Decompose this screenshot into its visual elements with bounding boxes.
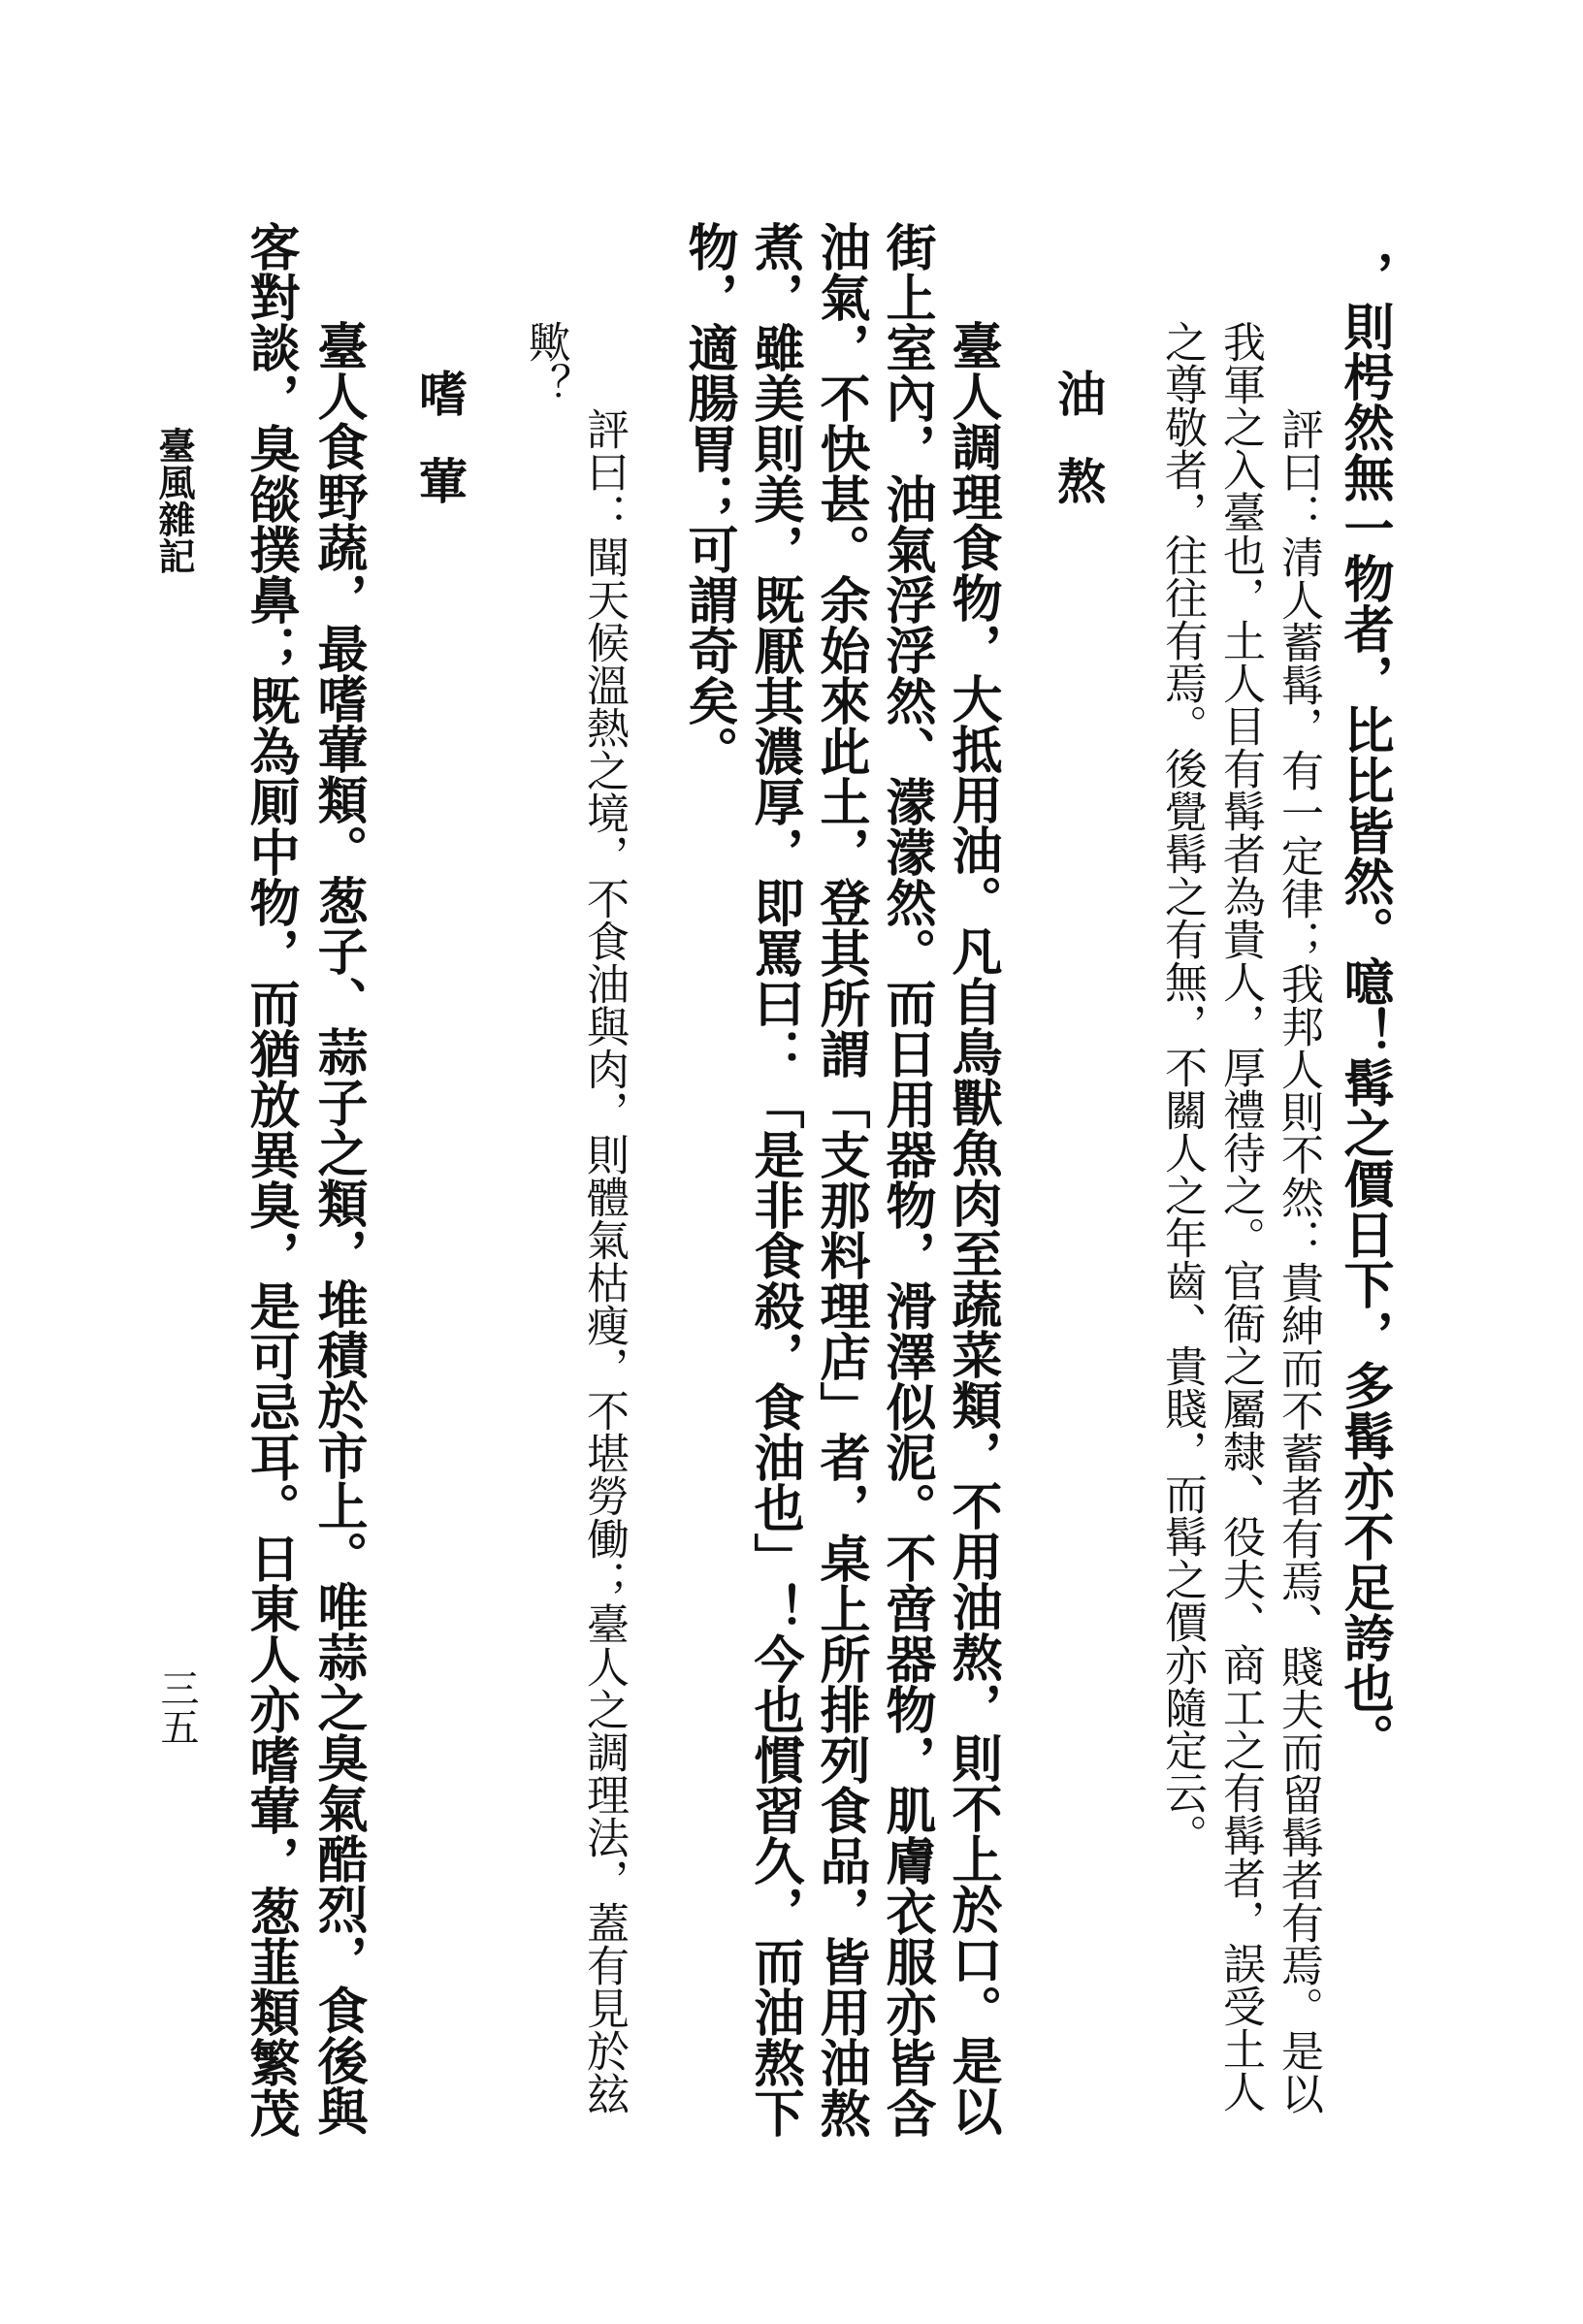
text-column: ，則枵然無一物者，比比皆然。噫！髯之價日下，多髯亦不足誇也。 xyxy=(1335,250,1394,1763)
page-number: 三五 xyxy=(154,1668,199,1746)
book-title-footer: 臺風雜記 xyxy=(152,427,196,574)
commentary-column: 之尊敬者，往往有焉。後覺髯之有無，不關人之年齒、貴賤，而髯之價亦隨定云。 xyxy=(1157,320,1207,1856)
text-column: 油氣，不快甚。余始來此土，登其所謂「支那料理店」者，桌上所排列食品，皆用油熬 xyxy=(811,221,870,2138)
text-column: 臺人食野蔬，最嗜葷類。葱子、蒜子之類，堆積於市上。唯蒜之臭氣酷烈，食後與 xyxy=(308,320,368,2136)
text-column: 街上室內，油氣浮浮然、濛濛然。而日用器物，滑澤似泥。不啻器物，肌膚衣服亦皆含 xyxy=(877,221,936,2138)
section-heading: 油熬 xyxy=(1050,369,1107,543)
commentary-column: 我軍之入臺也，土人目有髯者為貴人，厚禮待之。官衙之屬隸、役夫、商工之有髯者，誤受土人 xyxy=(1215,320,1265,2113)
commentary-column: 評曰：聞天候溫熱之境，不食油與肉，則體氣枯瘦，不堪勞働；臺人之調理法，蓋有見於玆 xyxy=(579,407,629,2114)
text-column: 物，適腸胃；可謂奇矣。 xyxy=(679,221,738,776)
section-heading: 嗜葷 xyxy=(411,369,468,543)
text-column: 煮，雖美則美，既厭其濃厚，即罵曰：「是非食殺，食油也」！今也慣習久，而油熬下 xyxy=(745,221,804,2138)
text-column: 臺人調理食物，大抵用油。凡自鳥獸魚肉至蔬菜類，不用油熬，則不上於口。是以 xyxy=(943,320,1002,2136)
commentary-column: 評曰：清人蓄髯，有一定律；我邦人則不然：貴紳而不蓄者有焉、賤夫而留髯者有焉。是以 xyxy=(1274,407,1323,2114)
commentary-column: 歟？ xyxy=(521,320,570,405)
text-column: 客對談，臭燄撲鼻；既為厠中物，而猶放異臭，是可忌耳。日東人亦嗜葷，葱韮類繁茂 xyxy=(241,221,300,2138)
